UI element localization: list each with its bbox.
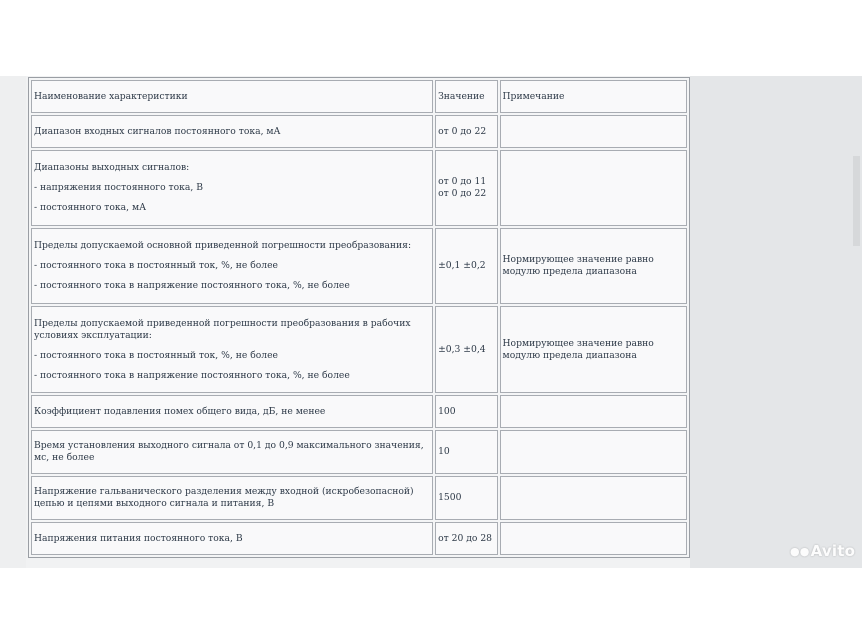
photo-edge-mark xyxy=(853,156,860,246)
table-row xyxy=(31,522,687,555)
photo-right-background xyxy=(690,76,862,568)
note-cell xyxy=(500,115,687,148)
characteristic-name-line: Время установления выходного сигнала от 0,1 до 0,9 максимального значения, мс, не более xyxy=(34,440,424,463)
characteristic-name-cell xyxy=(31,395,433,428)
note-cell xyxy=(500,395,687,428)
table-row xyxy=(31,306,687,393)
characteristic-name-line: - постоянного тока в постоянный ток, %, не более xyxy=(34,349,278,361)
characteristic-name-line: Напряжения питания постоянного тока, В xyxy=(34,532,243,544)
value-cell: 10 xyxy=(435,430,497,474)
specifications-table xyxy=(28,77,690,558)
header-value-cell: Значение xyxy=(435,80,497,113)
characteristic-name-line: - постоянного тока, мА xyxy=(34,202,147,213)
characteristic-name-cell xyxy=(31,228,433,304)
characteristic-name-cell xyxy=(31,115,433,148)
note-cell: Нормирующее значение равно модулю предела диапазона xyxy=(500,306,687,393)
note-cell xyxy=(500,150,687,226)
table-row xyxy=(31,115,687,148)
characteristic-name-cell xyxy=(31,522,433,555)
value-cell: 100 xyxy=(435,395,497,428)
value-cell: ±0,1 ±0,2 xyxy=(435,228,497,304)
value-cell: от 0 до 11 от 0 до 22 xyxy=(435,150,497,226)
characteristic-name-line: Напряжение гальванического разделения между входной (искробезопасной) цепью и цепями выходного сигнала и питания, В xyxy=(34,486,414,509)
value-cell: ±0,3 ±0,4 xyxy=(435,306,497,393)
table-row xyxy=(31,150,687,226)
avito-logo-icon: ●● xyxy=(790,545,810,558)
characteristic-name-cell xyxy=(31,430,433,474)
table-row xyxy=(31,395,687,428)
characteristic-name-line: Пределы допускаемой основной приведенной погрешности преобразования: xyxy=(34,240,412,251)
characteristic-name-line: Пределы допускаемой приведенной погрешности преобразования в рабочих условиях эксплуатации: xyxy=(34,317,411,341)
listing-photo xyxy=(0,76,862,568)
characteristic-name-cell xyxy=(31,306,433,393)
value-cell: от 20 до 28 xyxy=(435,522,497,555)
value-cell: от 0 до 22 xyxy=(435,115,497,148)
characteristic-name-line: Коэффициент подавления помех общего вида, дБ, не менее xyxy=(34,405,326,417)
characteristic-name-line: - постоянного тока в напряжение постоянного тока, %, не более xyxy=(34,369,350,381)
avito-watermark xyxy=(790,542,855,560)
note-cell: Нормирующее значение равно модулю предела диапазона xyxy=(500,228,687,304)
characteristic-name-line: - напряжения постоянного тока, В xyxy=(34,182,203,193)
note-cell xyxy=(500,476,687,520)
characteristic-name-cell xyxy=(31,150,433,226)
photo-left-background xyxy=(0,76,26,568)
header-note-cell: Примечание xyxy=(500,80,687,113)
note-cell xyxy=(500,522,687,555)
header-name-cell: Наименование характеристики xyxy=(31,80,433,113)
table-row xyxy=(31,476,687,520)
characteristic-name-line: Диапазоны выходных сигналов: xyxy=(34,162,190,173)
table-row xyxy=(31,228,687,304)
table-header-row xyxy=(31,80,687,113)
characteristic-name-line: - постоянного тока в напряжение постоянного тока, %, не более xyxy=(34,280,350,291)
characteristic-name-line: - постоянного тока в постоянный ток, %, не более xyxy=(34,260,278,271)
characteristic-name-cell xyxy=(31,476,433,520)
watermark-text: Avito xyxy=(810,542,856,560)
table-row xyxy=(31,430,687,474)
value-cell: 1500 xyxy=(435,476,497,520)
characteristic-name-line: Диапазон входных сигналов постоянного тока, мА xyxy=(34,125,281,137)
note-cell xyxy=(500,430,687,474)
